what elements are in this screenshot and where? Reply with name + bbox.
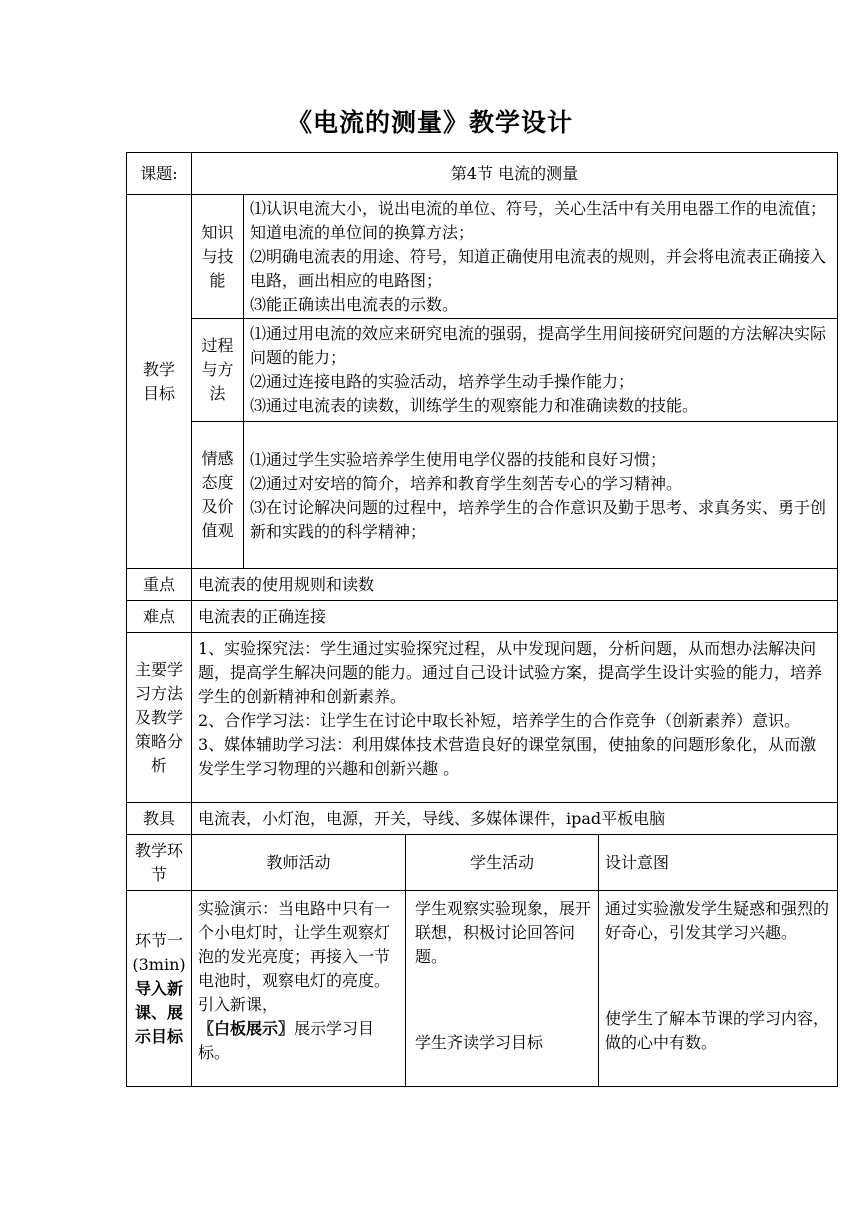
objective-emotion-row bbox=[127, 422, 838, 569]
methods-label: 主要学习方法及教学策略分析 bbox=[127, 633, 192, 803]
design-intent-text: 使学生了解本节课的学习内容，做的心中有数。 bbox=[605, 1009, 830, 1052]
difficulty-value: 电流表的正确连接 bbox=[192, 601, 838, 633]
design-intent-text: 通过实验激发学生疑惑和强烈的好奇心，引发其学习兴趣。 bbox=[605, 899, 830, 942]
tools-label: 教具 bbox=[127, 803, 192, 835]
whiteboard-tag: 〖白板展示〗 bbox=[198, 1019, 295, 1038]
emotion-line: ⑴通过学生实验培养学生使用电学仪器的技能和良好习惯； bbox=[250, 450, 667, 469]
teacher-activity-text: 实验演示：当电路中只有一个小电灯时，让学生观察灯泡的发光亮度；再接入一节电池时，观察电灯的亮度。 bbox=[198, 899, 391, 990]
objective-process-row bbox=[127, 319, 838, 422]
student-activity-cell bbox=[406, 891, 599, 1087]
key-point-value: 电流表的使用规则和读数 bbox=[192, 569, 838, 601]
header-intent: 设计意图 bbox=[599, 835, 838, 891]
key-point-row bbox=[127, 569, 838, 601]
stage-title: 导入新课、展示目标 bbox=[134, 978, 183, 1046]
process-line: ⑵通过连接电路的实验活动，培养学生动手操作能力； bbox=[250, 372, 635, 391]
process-row bbox=[127, 891, 838, 1087]
process-line: ⑴通过用电流的效应来研究电流的强弱，提高学生用间接研究问题的方法解决实际问题的能力； bbox=[250, 324, 827, 367]
methods-row bbox=[127, 633, 838, 803]
methods-line: 1、实验探究法：学生通过实验探究过程，从中发现问题，分析问题，从而想办法解决问题，提高学生解决问题的能力。通过自己设计试验方案，提高学生设计实验的能力，培养学生的创新精神和创新素养。 bbox=[198, 639, 823, 706]
topic-label: 课题: bbox=[127, 153, 192, 195]
process-content bbox=[244, 319, 838, 422]
process-line: ⑶通过电流表的读数，训练学生的观察能力和准确读数的技能。 bbox=[250, 396, 699, 415]
topic-value: 第4节 电流的测量 bbox=[192, 153, 838, 195]
difficulty-row bbox=[127, 601, 838, 633]
key-point-label: 重点 bbox=[127, 569, 192, 601]
stage-cell bbox=[127, 891, 192, 1087]
whiteboard-text: 展示学习目标。 bbox=[198, 1019, 375, 1062]
tools-value: 电流表，小灯泡，电源，开关，导线、多媒体课件，ipad平板电脑 bbox=[192, 803, 838, 835]
knowledge-line: ⑴认识电流大小，说出电流的单位、符号，关心生活中有关用电器工作的电流值；知道电流的单位间的换算方法； bbox=[250, 198, 827, 242]
teacher-activity-cell bbox=[192, 891, 406, 1087]
teaching-process-table bbox=[126, 834, 838, 1087]
knowledge-line: ⑶能正确读出电流表的示数。 bbox=[250, 294, 459, 314]
header-teacher: 教师活动 bbox=[192, 835, 406, 891]
topic-row bbox=[127, 153, 838, 195]
teacher-activity-text: 引入新课， bbox=[198, 995, 279, 1014]
student-activity-text: 学生齐读学习目标 bbox=[415, 1033, 544, 1052]
teacher-activity-text bbox=[198, 1017, 399, 1065]
document-title: 《电流的测量》教学设计 bbox=[286, 108, 573, 137]
tools-row bbox=[127, 803, 838, 835]
knowledge-label: 知识与技能 bbox=[192, 195, 244, 319]
student-activity-text: 学生观察实验现象，展开联想，积极讨论回答问题。 bbox=[415, 899, 592, 966]
emotion-line: ⑵通过对安培的简介，培养和教育学生刻苦专心的学习精神。 bbox=[250, 474, 683, 493]
objective-knowledge-row bbox=[127, 195, 838, 319]
difficulty-label: 难点 bbox=[127, 601, 192, 633]
emotion-content bbox=[244, 422, 838, 569]
knowledge-line: ⑵明确电流表的用途、符号，知道正确使用电流表的规则，并会将电流表正确接入电路，画出相应的电路图； bbox=[250, 246, 827, 290]
knowledge-content bbox=[244, 195, 838, 319]
design-intent-cell bbox=[599, 891, 838, 1087]
process-label: 过程与方法 bbox=[192, 319, 244, 422]
methods-line: 2、合作学习法：让学生在讨论中取长补短，培养学生的合作竞争（创新素养）意识。 bbox=[198, 711, 801, 730]
header-student: 学生活动 bbox=[406, 835, 599, 891]
methods-line: 3、媒体辅助学习法：利用媒体技术营造良好的课堂氛围，使抽象的问题形象化，从而激发学生学习物理的兴趣和创新兴趣 。 bbox=[198, 735, 817, 778]
header-stage: 教学环节 bbox=[127, 835, 192, 891]
methods-content bbox=[192, 633, 838, 803]
lesson-info-table bbox=[126, 152, 838, 835]
emotion-label: 情感态度及价值观 bbox=[192, 422, 244, 569]
process-header-row bbox=[127, 835, 838, 891]
stage-duration: (3min) bbox=[132, 954, 186, 974]
objectives-label: 教学目标 bbox=[127, 195, 192, 569]
emotion-line: ⑶在讨论解决问题的过程中，培养学生的合作意识及勤于思考、求真务实、勇于创新和实践的的科学精神； bbox=[250, 498, 827, 541]
stage-name: 环节一 bbox=[134, 930, 183, 950]
